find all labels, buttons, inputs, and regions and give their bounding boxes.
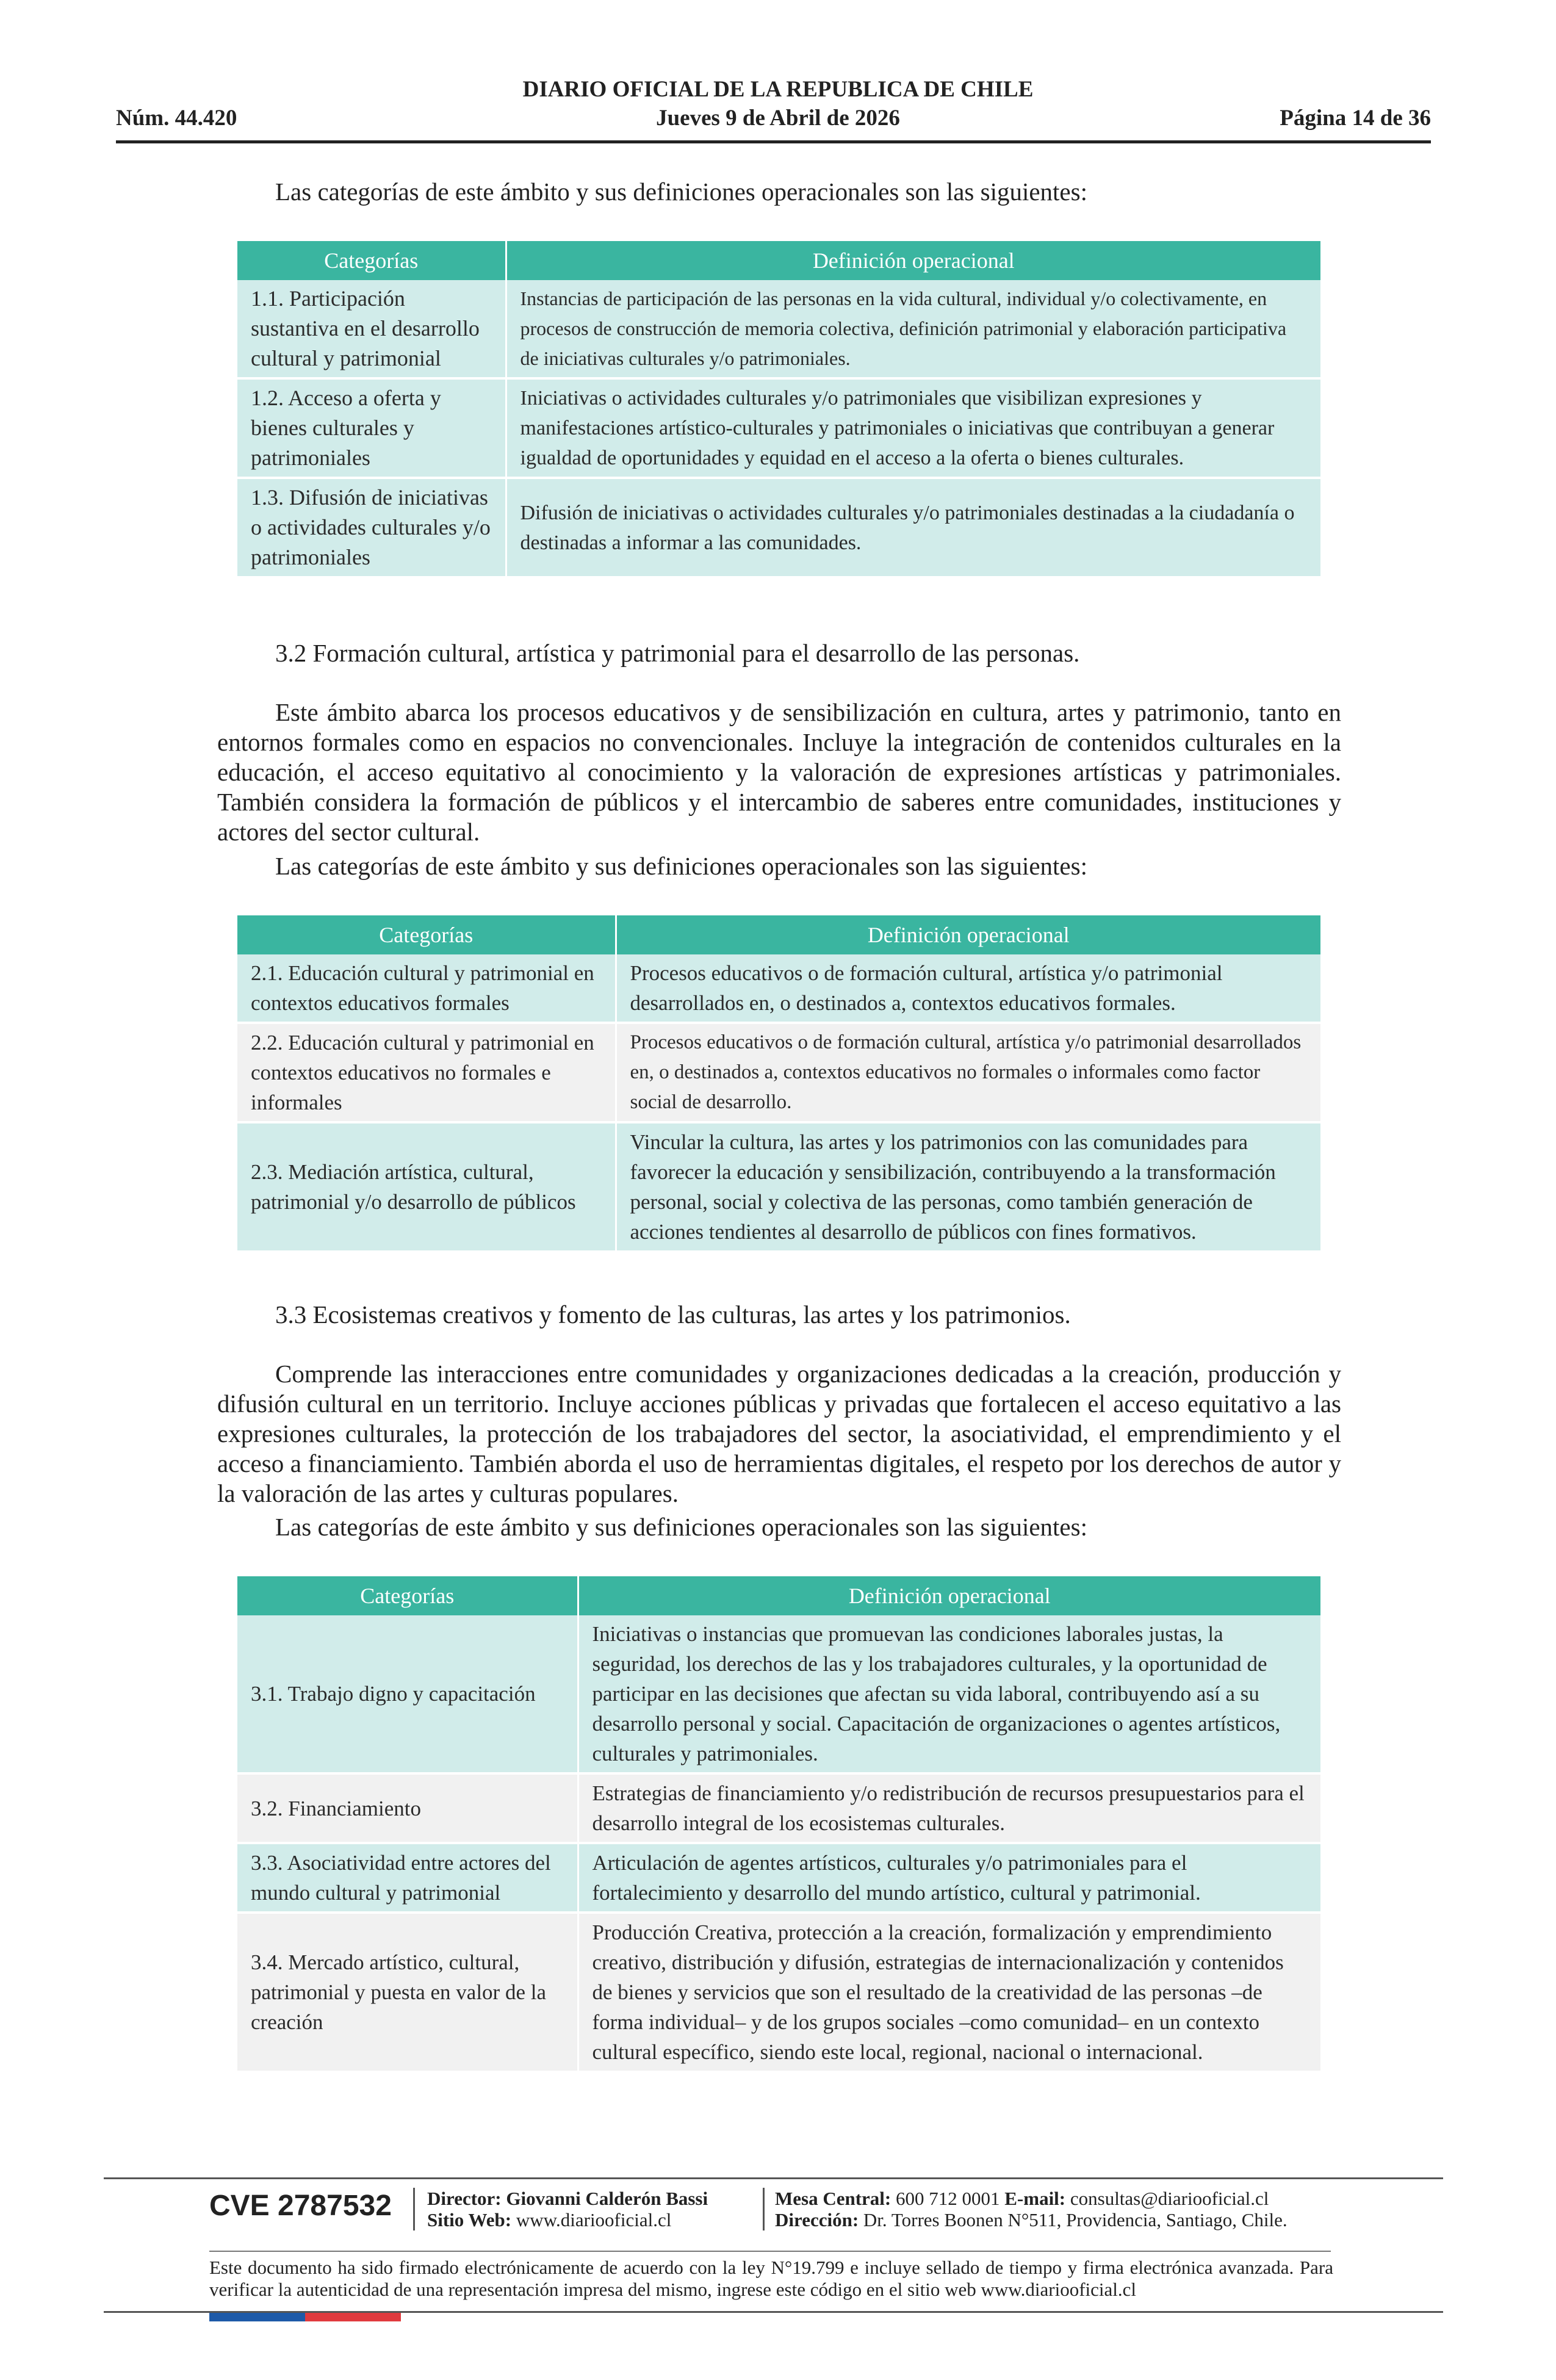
category-cell: 2.3. Mediación artística, cultural, patrimonial y/o desarrollo de públicos [237, 1122, 616, 1250]
site-label: Sitio Web: [427, 2209, 512, 2230]
address-label: Dirección: [775, 2209, 859, 2230]
director-name: Giovanni Calderón Bassi [506, 2188, 708, 2209]
category-cell: 3.4. Mercado artístico, cultural, patrimonial y puesta en valor de la creación [237, 1913, 578, 2071]
category-cell: 3.1. Trabajo digno y capacitación [237, 1615, 578, 1773]
category-cell: 2.1. Educación cultural y patrimonial en contextos educativos formales [237, 954, 616, 1023]
column-header-categories: Categorías [237, 1576, 578, 1615]
email-address[interactable]: consultas@diariooficial.cl [1070, 2188, 1269, 2209]
cve-code: CVE 2787532 [209, 2190, 392, 2222]
table-row [237, 1843, 1320, 1913]
page-number: Página 14 de 36 [1280, 106, 1431, 131]
footer-contact-block [775, 2188, 1288, 2230]
intro-line: Las categorías de este ámbito y sus definiciones operacionales son las siguientes: [275, 178, 1087, 206]
table-header-row [237, 915, 1320, 954]
table-row [237, 378, 1320, 478]
section-heading-3-2: 3.2 Formación cultural, artística y patrimonial para el desarrollo de las personas. [275, 639, 1080, 667]
definition-cell: Iniciativas o actividades culturales y/o patrimoniales que visibilizan expresiones y manifestaciones artístico-culturales y patrimoniales o iniciativas que contribuyan a generar igualdad de oportunidades y equidad en el acceso a la oferta o bienes culturales. [506, 378, 1320, 478]
issue-number: Núm. 44.420 [116, 106, 237, 131]
flag-stripe-red [305, 2313, 401, 2321]
column-header-definition: Definición operacional [506, 241, 1320, 280]
category-cell: 2.2. Educación cultural y patrimonial en contextos educativos no formales e informales [237, 1023, 616, 1122]
table-row [237, 954, 1320, 1023]
email-label: E-mail: [1004, 2188, 1066, 2209]
table-header-row [237, 241, 1320, 280]
categories-table-1 [237, 241, 1320, 576]
footer-director-block [427, 2188, 708, 2230]
section-paragraph-3-2: Este ámbito abarca los procesos educativos y de sensibilización en cultura, artes y patrimonio, tanto en entornos formales como en espacios no convencionales. Incluye la integración de contenidos culturales en la educación, el acceso equitativo al conocimiento y la valoración de expresiones artísticas y patrimoniales. También considera la formación de públicos y el intercambio de saberes entre comunidades, instituciones y actores del sector cultural. [217, 698, 1341, 846]
column-header-definition: Definición operacional [578, 1576, 1320, 1615]
table-row [237, 1615, 1320, 1773]
header-rule [116, 140, 1431, 143]
definition-cell: Producción Creativa, protección a la creación, formalización y emprendimiento creativo, distribución y difusión, estrategias de internacionalización y contenidos de bienes y servicios que son el resultado de la creatividad de las personas –de forma individual– y de los grupos sociales –como comunidad– en un contexto cultural específico, siendo este local, regional, nacional o internacional. [578, 1913, 1320, 2071]
definition-cell: Difusión de iniciativas o actividades culturales y/o patrimoniales destinadas a la ciudadanía o destinadas a informar a las comunidades. [506, 478, 1320, 576]
table-row [237, 280, 1320, 378]
address-value: Dr. Torres Boonen N°511, Providencia, Santiago, Chile. [863, 2209, 1288, 2230]
table-row [237, 1122, 1320, 1250]
flag-stripe-blue [209, 2313, 305, 2321]
definition-cell: Estrategias de financiamiento y/o redistribución de recursos presupuestarios para el desarrollo integral de los ecosistemas culturales. [578, 1773, 1320, 1843]
director-label: Director: [427, 2188, 502, 2209]
category-cell: 1.1. Participación sustantiva en el desarrollo cultural y patrimonial [237, 280, 506, 378]
categories-table-3 [237, 1576, 1320, 2071]
intro-line-3-3: Las categorías de este ámbito y sus definiciones operacionales son las siguientes: [275, 1513, 1087, 1541]
footer-separator [763, 2188, 765, 2230]
column-header-categories: Categorías [237, 915, 616, 954]
site-url[interactable]: www.diariooficial.cl [516, 2209, 672, 2230]
column-header-definition: Definición operacional [616, 915, 1320, 954]
definition-cell: Procesos educativos o de formación cultural, artística y/o patrimonial desarrollados en, o destinados a, contextos educativos formales. [616, 954, 1320, 1023]
category-cell: 1.2. Acceso a oferta y bienes culturales y patrimoniales [237, 378, 506, 478]
newspaper-title: DIARIO OFICIAL DE LA REPUBLICA DE CHILE [522, 77, 1034, 102]
definition-cell: Iniciativas o instancias que promuevan las condiciones laborales justas, la seguridad, los derechos de las y los trabajadores culturales, y la oportunidad de participar en las decisiones que afectan su vida laboral, contribuyendo así a su desarrollo personal y social. Capacitación de organizaciones o agentes artísticos, culturales y patrimoniales. [578, 1615, 1320, 1773]
table-row [237, 1913, 1320, 2071]
mesa-phone: 600 712 0001 [896, 2188, 1000, 2209]
issue-date: Jueves 9 de Abril de 2026 [656, 106, 900, 131]
definition-cell: Vincular la cultura, las artes y los patrimonios con las comunidades para favorecer la educación y sensibilización, contribuyendo a la transformación personal, social y colectiva de las personas, como también generación de acciones tendientes al desarrollo de públicos con fines formativos. [616, 1122, 1320, 1250]
category-cell: 3.3. Asociatividad entre actores del mundo cultural y patrimonial [237, 1843, 578, 1913]
column-header-categories: Categorías [237, 241, 506, 280]
footer-rule-top [104, 2177, 1443, 2179]
categories-table-2 [237, 915, 1320, 1250]
table-row [237, 1023, 1320, 1122]
definition-cell: Articulación de agentes artísticos, culturales y/o patrimoniales para el fortalecimiento y desarrollo del mundo artístico, cultural y patrimonial. [578, 1843, 1320, 1913]
table-row [237, 1773, 1320, 1843]
footer-separator [413, 2188, 415, 2230]
table-row [237, 478, 1320, 576]
definition-cell: Instancias de participación de las personas en la vida cultural, individual y/o colectivamente, en procesos de construcción de memoria colectiva, definición patrimonial y elaboración participativa de iniciativas culturales y/o patrimoniales. [506, 280, 1320, 378]
definition-cell: Procesos educativos o de formación cultural, artística y/o patrimonial desarrollados en, o destinados a, contextos educativos no formales o informales como factor social de desarrollo. [616, 1023, 1320, 1122]
mesa-label: Mesa Central: [775, 2188, 891, 2209]
section-paragraph-3-3: Comprende las interacciones entre comunidades y organizaciones dedicadas a la creación, producción y difusión cultural en un territorio. Incluye acciones públicas y privadas que fortalecen el acceso equitativo a las expresiones culturales, la protección de los trabajadores del sector, la asociatividad, el emprendimiento y el acceso a financiamiento. También aborda el uso de herramientas digitales, el respeto por los derechos de autor y la valoración de las artes y culturas populares. [217, 1360, 1341, 1507]
category-cell: 1.3. Difusión de iniciativas o actividades culturales y/o patrimoniales [237, 478, 506, 576]
signature-note: Este documento ha sido firmado electrónicamente de acuerdo con la ley N°19.799 e incluye sellado de tiempo y firma electrónica avanzada. Para verificar la autenticidad de una representación impresa del mismo, ingrese este código en el sitio web www.diariooficial.cl [209, 2257, 1333, 2300]
category-cell: 3.2. Financiamiento [237, 1773, 578, 1843]
section-heading-3-3: 3.3 Ecosistemas creativos y fomento de las culturas, las artes y los patrimonios. [275, 1300, 1071, 1329]
footer-rule-middle [209, 2251, 1331, 2252]
table-header-row [237, 1576, 1320, 1615]
intro-line-3-2: Las categorías de este ámbito y sus definiciones operacionales son las siguientes: [275, 852, 1087, 880]
